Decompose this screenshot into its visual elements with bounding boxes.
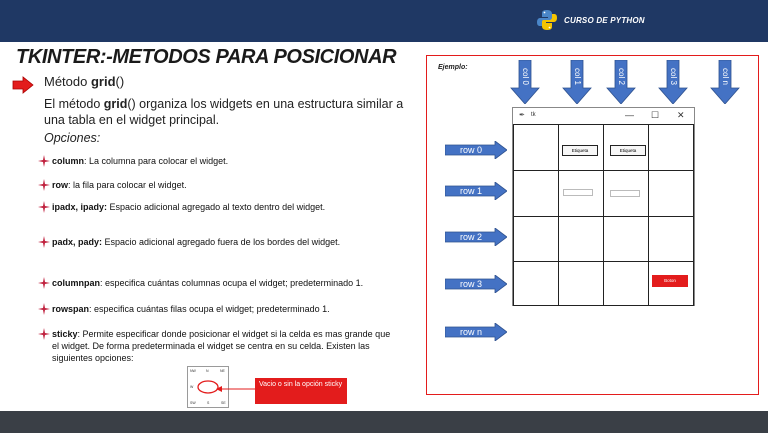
row-0-arrow xyxy=(445,141,507,159)
etiqueta-label: Etiqueta xyxy=(562,145,598,156)
option-columnspan xyxy=(38,277,398,289)
tk-window-titlebar xyxy=(513,108,694,125)
tk-window-caption: tk xyxy=(531,112,536,118)
row-label: row 2 xyxy=(459,232,482,242)
grid-cell-r2-c1 xyxy=(558,216,604,262)
subheading xyxy=(44,74,124,89)
option-sticky xyxy=(38,328,398,364)
row-label: row 0 xyxy=(459,145,482,155)
intro-text xyxy=(44,96,414,128)
entry-input[interactable] xyxy=(563,189,593,196)
option-desc: : La columna para colocar el widget. xyxy=(84,156,229,166)
intro-before: El método xyxy=(44,97,104,111)
col-3-arrow xyxy=(658,60,688,104)
callout-box: Vacio o sin la opción sticky xyxy=(255,378,347,404)
maximize-button[interactable]: ☐ xyxy=(651,110,660,120)
option-pad xyxy=(38,236,398,248)
intro-after: () organiza los widgets en una estructura similar a una tabla en el widget principal. xyxy=(44,97,404,127)
grid-cell-r3-c2 xyxy=(603,261,649,306)
grid-cell-r2-c3 xyxy=(648,216,694,262)
grid-cell-r0-c3 xyxy=(648,124,694,171)
boton-button[interactable]: Boton xyxy=(652,275,688,287)
option-desc: Espacio adicional agregado al texto dentro del widget. xyxy=(107,202,326,212)
grid-cell-r3-c1 xyxy=(558,261,604,306)
subheading-suffix: () xyxy=(115,74,125,89)
grid-cell-r3-c0 xyxy=(513,261,559,306)
option-name: row xyxy=(52,180,69,190)
row-1-arrow xyxy=(445,182,507,200)
subheading-prefix: Método xyxy=(44,74,91,89)
feather-icon: ✒ xyxy=(519,112,525,119)
col-label: col n xyxy=(721,67,730,85)
row-label: row n xyxy=(459,327,482,337)
star-bullet-icon xyxy=(38,201,50,213)
star-bullet-icon xyxy=(38,236,50,248)
sticky-se: SE xyxy=(221,401,226,405)
option-name: sticky xyxy=(52,329,78,339)
option-desc: : especifica cuántas columnas ocupa el widget; predeterminado 1. xyxy=(100,278,364,288)
row-3-arrow xyxy=(445,275,507,293)
option-name: columnpan xyxy=(52,278,101,288)
python-logo-icon xyxy=(536,9,558,31)
option-name: column xyxy=(52,156,85,166)
grid-cell-r0-c2 xyxy=(603,124,649,171)
star-bullet-icon xyxy=(38,155,50,167)
option-name: padx, pady: xyxy=(52,237,103,247)
subheading-method: grid xyxy=(90,74,116,89)
grid-cell-r2-c2 xyxy=(603,216,649,262)
grid-cell-r2-c0 xyxy=(513,216,559,262)
option-rowspan xyxy=(38,303,398,315)
grid-cell-r3-c3 xyxy=(648,261,694,306)
option-desc: : la fila para colocar el widget. xyxy=(68,180,187,190)
star-bullet-icon xyxy=(38,179,50,191)
tk-window xyxy=(512,107,695,306)
option-desc: : especifica cuántas filas ocupa el widget; predeterminado 1. xyxy=(89,304,330,314)
sticky-nw: NW xyxy=(190,369,196,373)
close-button[interactable]: ✕ xyxy=(677,110,685,120)
col-n-arrow xyxy=(710,60,740,104)
intro-method: grid xyxy=(103,97,128,111)
row-n-arrow xyxy=(445,323,507,341)
callout-arrow-icon xyxy=(216,384,258,394)
col-2-arrow xyxy=(606,60,636,104)
option-ipad xyxy=(38,201,398,213)
option-column xyxy=(38,155,398,167)
sticky-w: W xyxy=(190,385,194,389)
red-arrow-icon xyxy=(12,76,34,94)
col-label: col 3 xyxy=(669,67,678,85)
brand-text: CURSO DE PYTHON xyxy=(564,15,645,25)
sticky-s: S xyxy=(207,401,210,405)
option-name: ipadx, ipady: xyxy=(52,202,108,212)
grid-cell-r1-c1 xyxy=(558,170,604,217)
star-bullet-icon xyxy=(38,303,50,315)
etiqueta-label: Etiqueta xyxy=(610,145,646,156)
row-label: row 1 xyxy=(459,186,482,196)
grid-cell-r1-c0 xyxy=(513,170,559,217)
top-banner xyxy=(0,0,768,42)
grid-cell-r0-c0 xyxy=(513,124,559,171)
sticky-sw: SW xyxy=(190,401,196,405)
grid-cell-r1-c3 xyxy=(648,170,694,217)
grid-cell-r1-c2 xyxy=(603,170,649,217)
star-bullet-icon xyxy=(38,328,50,340)
col-label: col 0 xyxy=(521,67,530,85)
col-label: col 2 xyxy=(617,67,626,85)
example-label: Ejemplo: xyxy=(438,64,468,71)
bottom-bar xyxy=(0,411,768,433)
row-2-arrow xyxy=(445,228,507,246)
brand xyxy=(536,8,645,32)
sticky-n: N xyxy=(206,369,209,373)
options-label: Opciones: xyxy=(44,131,101,145)
slide-title: TKINTER:-METODOS PARA POSICIONAR xyxy=(16,46,397,68)
option-name: rowspan xyxy=(52,304,90,314)
option-desc: : Permite especificar donde posicionar el widget si la celda es mas grande que el widget. De forma predeterminada el widget se centra en su celda. Existen las siguientes opciones: xyxy=(52,329,391,363)
sticky-ne: NE xyxy=(220,369,225,373)
row-label: row 3 xyxy=(459,279,482,289)
star-bullet-icon xyxy=(38,277,50,289)
option-desc: Espacio adicional agregado fuera de los bordes del widget. xyxy=(102,237,341,247)
col-label: col 1 xyxy=(573,67,582,85)
option-row xyxy=(38,179,398,191)
col-1-arrow xyxy=(562,60,592,104)
entry-input[interactable] xyxy=(610,190,640,197)
minimize-button[interactable]: — xyxy=(625,110,634,120)
col-0-arrow xyxy=(510,60,540,104)
grid-cell-r0-c1 xyxy=(558,124,604,171)
